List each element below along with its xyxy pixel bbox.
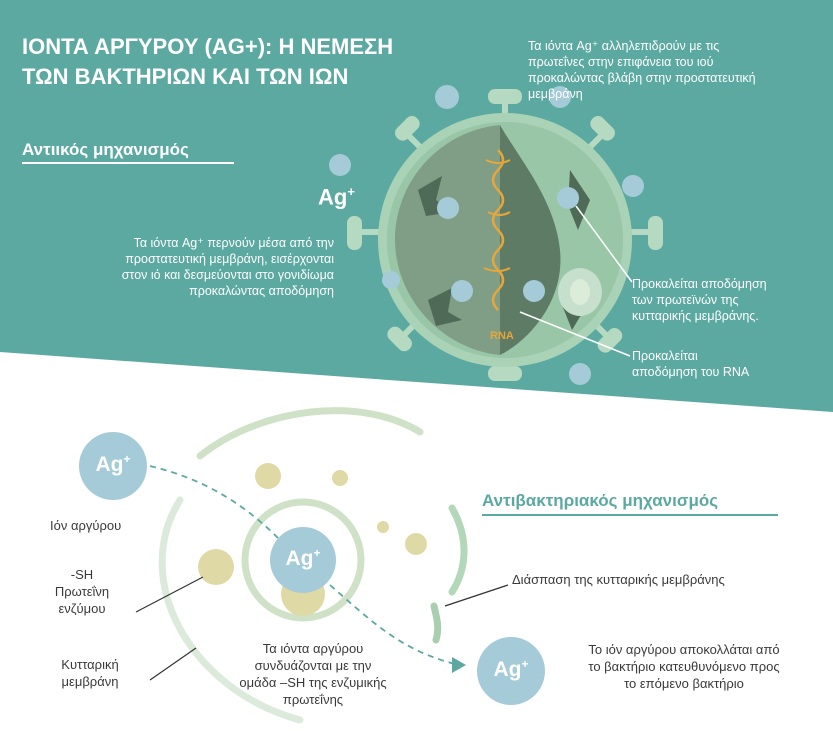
granule <box>255 463 281 489</box>
membrane-disruption-note: Διάσπαση της κυτταρικής μεμβράνης <box>512 572 725 587</box>
silver-ion <box>569 363 591 385</box>
rna-degradation-note <box>632 348 828 380</box>
ag-ion-label <box>73 452 153 477</box>
note-line: Το ιόν αργύρου αποκολλάται από <box>588 642 780 657</box>
rna-label: RNA <box>490 330 514 342</box>
bacteria-membrane-arc <box>452 508 464 592</box>
bacteria-membrane-arc <box>200 411 420 456</box>
virus-vesicle-core <box>570 279 590 305</box>
note-line: προστατευτική μεμβράνη, εισέρχονται <box>125 252 334 266</box>
silver-ion <box>382 271 400 289</box>
page-title <box>22 32 482 92</box>
ag-ion-label <box>318 184 355 210</box>
silver-ion <box>622 175 644 197</box>
sh-binding-note <box>208 640 418 708</box>
note-line: Προκαλείται αποδόμηση <box>632 277 767 291</box>
antiviral-heading-underline <box>22 162 234 164</box>
note-line: Τα ιόντα Ag⁺ περνούν μέσα από την <box>133 236 334 250</box>
note-line: στον ιό και δεσμεύονται στο γονιδίωμα <box>121 268 334 282</box>
note-line: προκαλώντας αποδόμηση <box>189 284 334 298</box>
note-line: Προκαλείται <box>632 349 698 363</box>
note-line: συνδυάζονται με την <box>254 658 372 673</box>
note-line: αποδόμηση του RNA <box>632 365 750 379</box>
silver-ion <box>437 197 459 219</box>
ag-ion-label <box>263 546 343 571</box>
ag-symbol: Ag <box>493 658 522 681</box>
antiviral-heading: Αντιικός μηχανισμός <box>22 140 189 159</box>
ag-charge: + <box>347 184 355 199</box>
silver-ion <box>523 280 545 302</box>
silver-ion-label: Ιόν αργύρου <box>50 518 122 533</box>
page-title-line: ΤΩΝ ΒΑΚΤΗΡΙΩΝ ΚΑΙ ΤΩΝ ΙΩΝ <box>22 64 349 89</box>
ag-charge: + <box>521 657 529 671</box>
granule <box>332 470 348 486</box>
note-line: Τα ιόντα αργύρου <box>262 641 364 656</box>
antibacterial-heading-underline <box>482 514 778 516</box>
page-title-line: ΙΟΝΤΑ ΑΡΓΥΡΟΥ (AG+): Η ΝΕΜΕΣΗ <box>22 34 394 59</box>
ag-charge: + <box>313 546 321 560</box>
ag-symbol: Ag <box>285 547 314 570</box>
label-line: μεμβράνη <box>61 674 119 689</box>
note-line: προκαλώντας βλάβη στην προστατευτική <box>528 71 756 85</box>
sh-protein-label <box>40 566 124 617</box>
label-line: -SH <box>70 567 94 582</box>
note-line: μεμβράνη <box>528 87 583 101</box>
ag-charge: + <box>123 452 131 466</box>
granule <box>198 549 234 585</box>
ag-symbol: Ag <box>95 453 124 476</box>
note-line: Τα ιόντα Ag⁺ αλληλεπιδρούν με τις <box>528 39 720 53</box>
note-line: κυτταρικής μεμβράνης. <box>632 309 759 323</box>
virus-surface-note <box>528 38 828 102</box>
granule <box>377 521 389 533</box>
label-line: Κυτταρική <box>61 657 119 672</box>
note-line: των πρωτεϊνών της <box>632 293 739 307</box>
virus-entry-note <box>90 235 334 299</box>
bacteria-membrane-arc <box>434 606 438 640</box>
protein-degradation-note <box>632 276 828 324</box>
note-line: το βακτήριο κατευθυνόμενο προς <box>588 659 780 674</box>
note-line: το επόμενο βακτήριο <box>624 676 744 691</box>
arrowhead-icon <box>452 657 466 673</box>
leader-line <box>150 648 196 680</box>
silver-ion <box>557 187 579 209</box>
label-line: ενζύμου <box>58 601 106 616</box>
silver-ion <box>451 280 473 302</box>
note-line: ομάδα –SH της ενζυμικής <box>239 675 387 690</box>
note-line: πρωτεΐνης <box>282 692 344 707</box>
note-line: πρωτεΐνες στην επιφάνεια του ιού <box>528 55 714 69</box>
cell-membrane-label <box>40 656 140 690</box>
silver-ion <box>329 154 351 176</box>
antibacterial-heading: Αντιβακτηριακός μηχανισμός <box>482 491 719 510</box>
ag-ion-label <box>471 657 551 682</box>
ag-symbol: Ag <box>318 184 348 210</box>
granule <box>405 533 427 555</box>
ion-detach-note <box>554 641 814 692</box>
label-line: Πρωτεΐνη <box>54 584 110 599</box>
